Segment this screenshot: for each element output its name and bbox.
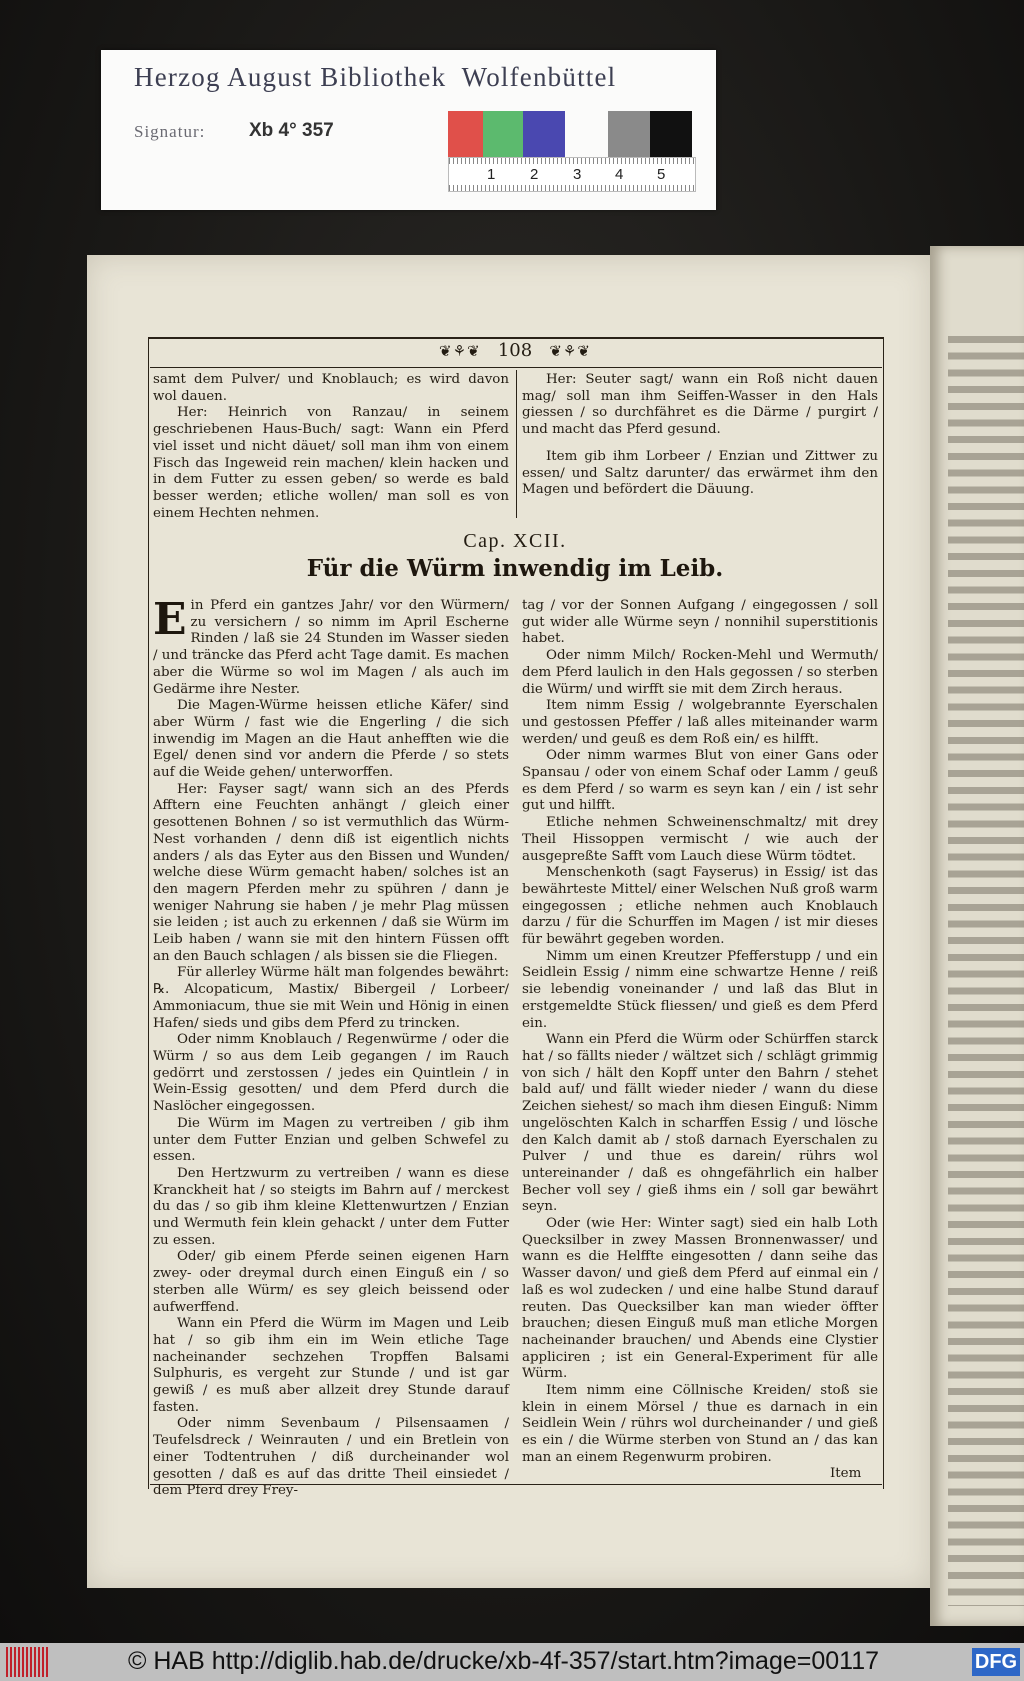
color-swatch-black bbox=[650, 111, 692, 157]
ornament-left: ❦⚘❦ bbox=[439, 342, 481, 360]
paragraph: Den Hertzwurm zu vertreiben / wann es diese Kranckheit hat / so steigts im Bahrn auf / merckest du das / so gib ihm kleine Klettenwurtzen / Enzian und Wermuth fein klein gehackt / unter dem Futter zu essen. bbox=[153, 1165, 509, 1248]
ornament-right: ❦⚘❦ bbox=[549, 342, 591, 360]
top-right-column bbox=[522, 372, 878, 499]
hab-logo-icon[interactable] bbox=[6, 1647, 48, 1677]
page-number: 108 bbox=[497, 340, 533, 361]
paragraph: Her: Fayser sagt/ wann sich an des Pferds Afftern eine Feuchten anhängt / gleich einer gesottenen Bohnen / so ist vermuthlich das Würm-Nest vorhanden / denn diß ist eigentlich nichts anders / als das Eyter aus den Bissen und Wunden/ welche diese Würm gemacht haben/ solches ist an den magern Pferden mehr zu spühren / dann je weniger Nahrung sie haben / je mehr Plag müssen sie leiden ; ist auch zu erkennen / daß sie Würm im Leib haben / wann sie mit den hintern Füssen offt an den Bauch schlagen / als bissen sie die Fliegen. bbox=[153, 781, 509, 964]
library-name: Herzog August Bibliothek Wolfenbüttel bbox=[134, 62, 617, 92]
color-swatch-red bbox=[448, 111, 483, 157]
chapter-number: Cap. XCII. bbox=[463, 530, 567, 552]
paragraph: Her: Seuter sagt/ wann ein Roß nicht dauen mag/ soll man ihm Seiffen-Wasser in den Hals giessen / so durchfähret es die Därme / purgirt / und macht das Pferd gesund. bbox=[522, 372, 878, 438]
ruler-number: 2 bbox=[530, 166, 539, 183]
paragraph: samt dem Pulver/ und Knoblauch; es wird davon wol dauen. bbox=[153, 372, 509, 404]
top-left-column bbox=[153, 372, 509, 522]
library-label-card bbox=[101, 50, 716, 210]
page-header bbox=[148, 340, 882, 361]
adjacent-page-edge bbox=[930, 246, 1024, 1626]
paragraph: Oder nimm warmes Blut von einer Gans oder Spansau / oder von einem Schaf oder Lamm / geuß es dem Pferd / so warm es seyn kan / ein / ist sehr gut und hilfft. bbox=[522, 748, 878, 814]
paragraph: Oder nimm Knoblauch / Regenwürme / oder die Würm / so aus dem Leib gegangen / im Rauch gedörrt und zerstossen / jedes ein Quintlein / in Wein-Essig gesotten/ und dem Pferd durch die Naslöcher eingegossen. bbox=[153, 1032, 509, 1115]
ruler-number: 4 bbox=[615, 166, 624, 183]
signatur-label: Signatur: bbox=[134, 122, 206, 141]
footer-bar bbox=[0, 1643, 1024, 1681]
paragraph: Item nimm eine Cöllnische Kreiden/ stoß sie klein in einem Mörsel / thue es darnach in ein Seidlein Wein / rührs wol durcheinander / und gieß es ein / die Würme sterben von Stund an / das kan man an einem Regenwurm probiren. bbox=[522, 1383, 878, 1465]
paragraph: Für allerley Würme hält man folgendes bewährt: ℞. Alcopaticum, Mastix/ Bibergeil / Lorbeer/ Ammoniacum, thue sie mit Wein und Hönig in einen Hafen/ sieds und gibs dem Pferd zu trincken. bbox=[153, 965, 509, 1031]
dfg-logo[interactable]: DFG bbox=[972, 1648, 1020, 1676]
column-divider bbox=[516, 370, 517, 518]
copyright-url-link[interactable]: © HAB http://diglib.hab.de/drucke/xb-4f-357/start.htm?image=00117 bbox=[128, 1647, 880, 1675]
paragraph: Her: Heinrich von Ranzau/ in seinem geschriebenen Haus-Buch/ sagt: Wann ein Pferd viel isset und nicht däuet/ soll man ihm von einem Fisch das Ingeweid rein machen/ klein hacken und in dem Futter zu essen geben/ so werde es bald besser werden; etliche wollen/ man soll es von einem Hechten nehmen. bbox=[153, 405, 509, 521]
paragraph: Item nimm Essig / wolgebrannte Eyerschalen und gestossen Pfeffer / laß alles miteinander warm werden/ und geuß es dem Roß ein/ es hilfft. bbox=[522, 698, 878, 747]
paragraph: tag / vor der Sonnen Aufgang / eingegossen / soll gut wider alle Würme seyn / nonnihil superstitionis habet. bbox=[522, 598, 878, 647]
paragraph: Wann ein Pferd die Würm im Magen und Leib hat / so gib ihm ein im Wein etliche Tage nacheinander sechzehen Tropffen Balsami Sulphuris, es vergeht zur Stunde / und ist gar gewiß / es muß aber allzeit drey Stunde darauf fasten. bbox=[153, 1316, 509, 1415]
paragraph bbox=[153, 594, 509, 698]
signatur-value: Xb 4° 357 bbox=[249, 120, 334, 141]
ruler-number: 3 bbox=[573, 166, 582, 183]
adjacent-page-text bbox=[948, 336, 1024, 1606]
left-column bbox=[153, 594, 509, 1500]
paragraph: Oder/ gib einem Pferde seinen eigenen Harn zwey- oder dreymal durch einen Einguß ein / so sterben alle Würm/ es sey gleich beissend oder aufwerffend. bbox=[153, 1249, 509, 1315]
color-swatch-gray bbox=[608, 111, 650, 157]
paragraph: Die Magen-Würme heissen etliche Käfer/ sind aber Würm / fast wie die Engerling / die sich inwendig im Magen an die Haut anhefften wie die Egel/ denen sind vor andern die Pferde / so stets auf die Weide gehen/ unterworffen. bbox=[153, 698, 509, 781]
drop-cap-initial: E bbox=[153, 594, 187, 645]
bottom-rule bbox=[150, 1484, 882, 1485]
color-swatch-blue bbox=[523, 111, 565, 157]
paragraph: Oder nimm Sevenbaum / Pilsensaamen / Teufelsdreck / Weinrauten / und ein Bretlein von einer Todtentruhen / diß durcheinander wol gesotten / daß es auf das dritte Theil einsiedet / dem Pferd drey Frey- bbox=[153, 1416, 509, 1499]
chapter-title: Für die Würm inwendig im Leib. bbox=[306, 555, 724, 582]
catchword: Item bbox=[830, 1466, 862, 1481]
header-rule bbox=[150, 367, 882, 368]
paragraph: Menschenkoth (sagt Fayserus) in Essig/ ist das bewährteste Mittel/ einer Welschen Nuß groß warm eingegossen ; etliche nehmen auch Knoblauch darzu / für die Schurffen im Magen / ist mir dieses für bewährt gegeben worden. bbox=[522, 865, 878, 948]
paragraph: Oder (wie Her: Winter sagt) sied ein halb Loth Quecksilber in zwey Massen Bronnenwasser/ und wann es die Helffte eingesotten / dann seihe das Wasser davon/ und gieß dem Pferd auf einmal ein / laß es wol zudecken / und eine halbe Stund darauf reuten. Das Quecksilber kan man wieder öffter brauchen; diesen Einguß muß man etliche Morgen nacheinander brauchen/ und Abends eine Clystier appliciren ; ist ein General-Experiment für alle Würm. bbox=[522, 1216, 878, 1382]
paragraph: Etliche nehmen Schweinenschmaltz/ mit drey Theil Hissoppen vermischt / wie auch der ausgepreßte Safft vom Lauch diese Würm tödtet. bbox=[522, 815, 878, 864]
paragraph: Nimm um einen Kreutzer Pfefferstupp / und ein Seidlein Essig / nimm eine schwartze Henne / reiß sie lebendig voneinander / und laß das Blut in erstgemeldte Stück fliessen/ und gieß es dem Pferd ein. bbox=[522, 948, 878, 1031]
ruler-number: 5 bbox=[657, 166, 666, 183]
paragraph: Oder nimm Milch/ Rocken-Mehl und Wermuth/ dem Pferd laulich in den Hals gegossen / so sterben die Würm/ und wirfft sie mit dem Zirch heraus. bbox=[522, 648, 878, 697]
color-swatch-green bbox=[483, 111, 523, 157]
paragraph: Item gib ihm Lorbeer / Enzian und Zittwer zu essen/ und Saltz darunter/ das erwärmet ihm den Magen und befördert die Däuung. bbox=[522, 448, 878, 498]
paragraph-text: in Pferd ein gantzes Jahr/ vor den Würmern/ zu versichern / so nimm im April Escherne Rinden / laß sie 24 Stunden im Wasser sieden / und träncke das Pferd acht Tage damit. Es machen aber die Würme so wol im Magen / als auch im Gedärme ihre Nester. bbox=[153, 598, 509, 697]
ruler-number: 1 bbox=[487, 166, 496, 183]
paragraph: Die Würm im Magen zu vertreiben / gib ihm unter dem Futter Enzian und gelben Schwefel zu essen. bbox=[153, 1115, 509, 1165]
paragraph: Wann ein Pferd die Würm oder Schürffen starck hat / so fällts nieder / wältzet sich / schlägt grimmig von sich / hält den Kopff unter den Bahrn / stehet bald auf/ und fällt wieder nieder / wann du diese Zeichen siehest/ so mach ihm diesen Einguß: Nimm ungelöschten Kalch in scharffen Essig / und lösche den Kalch damit ab / stoß darnach Eyerschalen zu Pulver / und thue es darein/ rührs wol untereinander / daß es ohngefährlich ein halber Becher voll sey / gieß ihms ein / soll gar bewährt seyn. bbox=[522, 1032, 878, 1215]
right-column bbox=[522, 598, 878, 1467]
scale-ruler bbox=[448, 157, 696, 192]
